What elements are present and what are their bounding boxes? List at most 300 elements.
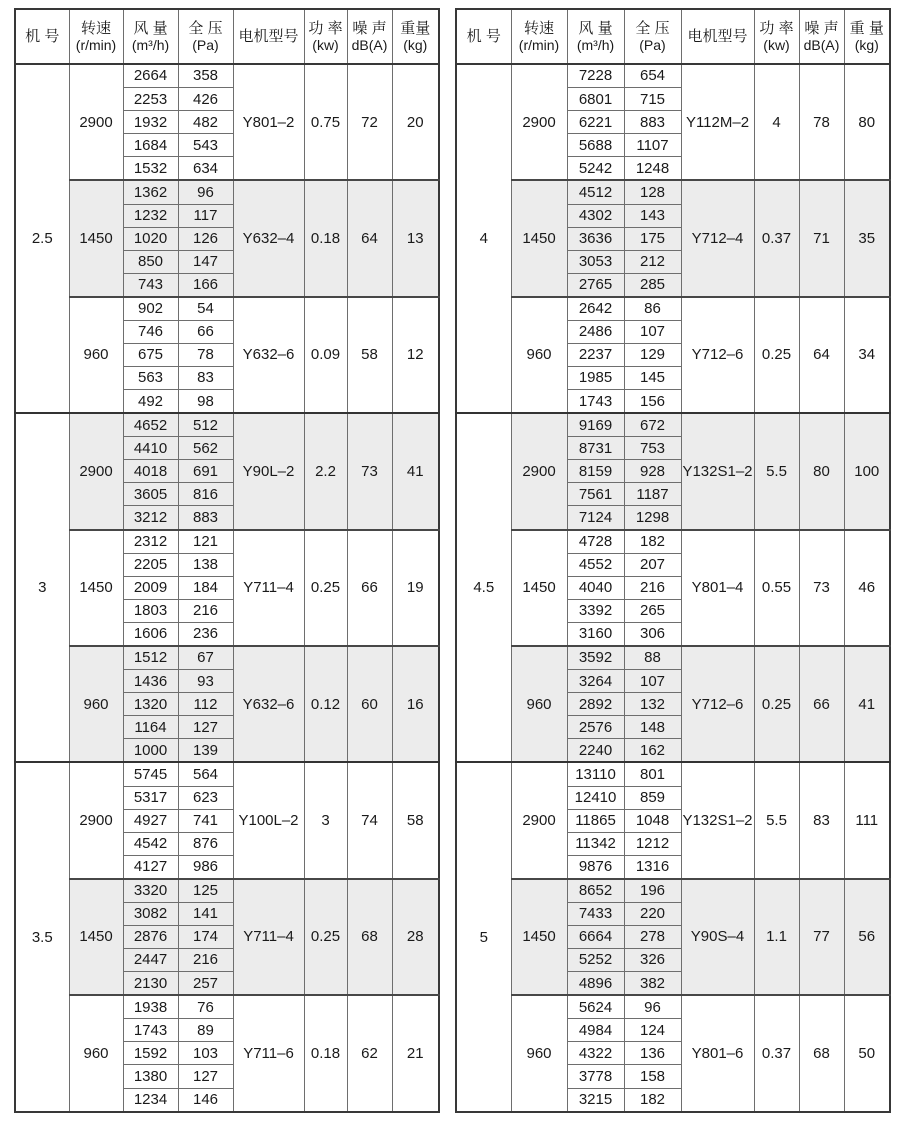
pressure-cell: 216 [178,949,233,972]
pressure-cell: 54 [178,297,233,321]
speed-cell: 1450 [511,180,567,296]
airflow-cell: 1362 [123,180,178,204]
motor-model-cell: Y112M–2 [681,64,754,180]
noise-cell: 58 [347,297,392,413]
col-header-power [304,9,347,64]
pressure-cell: 883 [624,111,681,134]
weight-cell: 80 [844,64,890,180]
pressure-cell: 112 [178,693,233,716]
col-header-weight [844,9,890,64]
airflow-cell: 3212 [123,506,178,530]
motor-model-cell: Y90L–2 [233,413,304,529]
power-cell: 1.1 [754,879,799,995]
airflow-cell: 5624 [567,995,624,1019]
data-row [456,646,890,670]
col-header-motor [681,9,754,64]
col-header-unit: dB(A) [803,37,840,54]
speed-cell: 1450 [69,530,123,646]
airflow-cell: 3082 [123,903,178,926]
pressure-cell: 859 [624,786,681,809]
weight-cell: 13 [392,180,439,296]
pressure-cell: 121 [178,530,233,554]
speed-cell: 960 [69,995,123,1112]
col-header-title: 全 压 [635,19,670,37]
machine-number-cell: 2.5 [15,64,69,413]
col-header-pressure [178,9,233,64]
weight-cell: 12 [392,297,439,413]
pressure-cell: 196 [624,879,681,903]
pressure-cell: 564 [178,762,233,786]
pressure-cell: 212 [624,250,681,273]
data-row [15,762,439,786]
pressure-cell: 801 [624,762,681,786]
airflow-cell: 743 [123,273,178,297]
airflow-cell: 9169 [567,413,624,437]
pressure-cell: 207 [624,553,681,576]
col-header-noise [799,9,844,64]
pressure-cell: 145 [624,367,681,390]
airflow-cell: 2576 [567,716,624,739]
airflow-cell: 4018 [123,460,178,483]
airflow-cell: 1000 [123,739,178,763]
speed-cell: 2900 [511,413,567,529]
airflow-cell: 6801 [567,88,624,111]
machine-number-cell: 3.5 [15,762,69,1112]
pressure-cell: 876 [178,832,233,855]
weight-cell: 58 [392,762,439,878]
airflow-cell: 1164 [123,716,178,739]
airflow-cell: 6221 [567,111,624,134]
airflow-cell: 8731 [567,437,624,460]
pressure-cell: 691 [178,460,233,483]
airflow-cell: 4322 [567,1042,624,1065]
pressure-cell: 220 [624,903,681,926]
col-header-title: 电机型号 [238,27,299,45]
airflow-cell: 2205 [123,553,178,576]
airflow-cell: 8159 [567,460,624,483]
pressure-cell: 1212 [624,832,681,855]
col-header-title: 功 率 [759,19,794,37]
pressure-cell: 216 [178,599,233,622]
noise-cell: 64 [799,297,844,413]
airflow-cell: 3636 [567,227,624,250]
col-header-title: 转速 [523,19,554,37]
pressure-cell: 672 [624,413,681,437]
power-cell: 0.25 [304,879,347,995]
airflow-cell: 4728 [567,530,624,554]
pressure-cell: 107 [624,670,681,693]
airflow-cell: 4984 [567,1019,624,1042]
pressure-cell: 78 [178,344,233,367]
airflow-cell: 2876 [123,926,178,949]
weight-cell: 111 [844,762,890,878]
speed-cell: 2900 [69,64,123,180]
pressure-cell: 162 [624,739,681,763]
data-row [15,646,439,670]
noise-cell: 73 [799,530,844,646]
airflow-cell: 902 [123,297,178,321]
airflow-cell: 2642 [567,297,624,321]
pressure-cell: 127 [178,1065,233,1088]
pressure-cell: 623 [178,786,233,809]
airflow-cell: 4302 [567,204,624,227]
airflow-cell: 563 [123,367,178,390]
col-header-unit: (Pa) [639,37,666,54]
power-cell: 0.09 [304,297,347,413]
weight-cell: 50 [844,995,890,1112]
header-row [15,9,439,64]
speed-cell: 2900 [69,413,123,529]
col-header-unit: (m³/h) [131,37,170,54]
speed-cell: 1450 [511,530,567,646]
airflow-cell: 3392 [567,599,624,622]
pressure-cell: 86 [624,297,681,321]
airflow-cell: 2009 [123,576,178,599]
airflow-cell: 13110 [567,762,624,786]
col-header-unit: (Pa) [192,37,219,54]
pressure-cell: 816 [178,483,233,506]
speed-cell: 960 [69,297,123,413]
col-header-unit: (r/min) [75,37,117,54]
pressure-cell: 88 [624,646,681,670]
col-header-title: 转速 [80,19,111,37]
airflow-cell: 5688 [567,134,624,157]
weight-cell: 41 [844,646,890,762]
pressure-cell: 928 [624,460,681,483]
pressure-cell: 182 [624,1088,681,1112]
motor-model-cell: Y712–4 [681,180,754,296]
airflow-cell: 4652 [123,413,178,437]
airflow-cell: 1743 [567,390,624,414]
airflow-cell: 6664 [567,926,624,949]
noise-cell: 78 [799,64,844,180]
col-header-title: 风 量 [133,19,168,37]
pressure-cell: 1316 [624,855,681,879]
speed-cell: 2900 [511,64,567,180]
col-header-unit: (kw) [763,37,790,54]
pressure-cell: 715 [624,88,681,111]
pressure-cell: 138 [178,553,233,576]
pressure-cell: 306 [624,622,681,646]
airflow-cell: 2130 [123,972,178,996]
col-header-title: 重 量 [849,19,884,37]
airflow-cell: 850 [123,250,178,273]
airflow-cell: 1985 [567,367,624,390]
pressure-cell: 117 [178,204,233,227]
noise-cell: 73 [347,413,392,529]
data-row [456,64,890,88]
speed-cell: 960 [511,995,567,1112]
airflow-cell: 1020 [123,227,178,250]
airflow-cell: 3053 [567,250,624,273]
pressure-cell: 257 [178,972,233,996]
pressure-cell: 125 [178,879,233,903]
pressure-cell: 986 [178,855,233,879]
airflow-cell: 3320 [123,879,178,903]
weight-cell: 20 [392,64,439,180]
col-header-machine [15,9,69,64]
fan-spec-table-right [455,8,891,1113]
airflow-cell: 2240 [567,739,624,763]
power-cell: 2.2 [304,413,347,529]
pressure-cell: 139 [178,739,233,763]
pressure-cell: 127 [178,716,233,739]
pressure-cell: 141 [178,903,233,926]
col-header-unit: (r/min) [518,37,560,54]
airflow-cell: 1932 [123,111,178,134]
airflow-cell: 746 [123,320,178,343]
noise-cell: 77 [799,879,844,995]
speed-cell: 1450 [69,180,123,296]
airflow-cell: 2253 [123,88,178,111]
col-header-speed [69,9,123,64]
weight-cell: 21 [392,995,439,1112]
airflow-cell: 12410 [567,786,624,809]
data-row [456,530,890,554]
power-cell: 0.25 [304,530,347,646]
weight-cell: 19 [392,530,439,646]
pressure-cell: 426 [178,88,233,111]
airflow-cell: 1532 [123,157,178,181]
pressure-cell: 146 [178,1088,233,1112]
airflow-cell: 5252 [567,949,624,972]
col-header-unit: (m³/h) [576,37,615,54]
pressure-cell: 326 [624,949,681,972]
pressure-cell: 83 [178,367,233,390]
weight-cell: 35 [844,180,890,296]
pressure-cell: 89 [178,1019,233,1042]
motor-model-cell: Y712–6 [681,297,754,413]
pressure-cell: 654 [624,64,681,88]
airflow-cell: 3160 [567,622,624,646]
pressure-cell: 278 [624,926,681,949]
pressure-cell: 148 [624,716,681,739]
airflow-cell: 1232 [123,204,178,227]
airflow-cell: 2237 [567,344,624,367]
airflow-cell: 1234 [123,1088,178,1112]
airflow-cell: 7433 [567,903,624,926]
pressure-cell: 66 [178,320,233,343]
data-row [456,995,890,1019]
pressure-cell: 512 [178,413,233,437]
motor-model-cell: Y801–2 [233,64,304,180]
col-header-noise [347,9,392,64]
noise-cell: 83 [799,762,844,878]
noise-cell: 64 [347,180,392,296]
noise-cell: 71 [799,180,844,296]
airflow-cell: 3215 [567,1088,624,1112]
weight-cell: 16 [392,646,439,762]
noise-cell: 66 [799,646,844,762]
airflow-cell: 5745 [123,762,178,786]
power-cell: 0.75 [304,64,347,180]
airflow-cell: 1380 [123,1065,178,1088]
weight-cell: 46 [844,530,890,646]
pressure-cell: 129 [624,344,681,367]
col-header-airflow [567,9,624,64]
pressure-cell: 103 [178,1042,233,1065]
airflow-cell: 1592 [123,1042,178,1065]
machine-number-cell: 3 [15,413,69,762]
airflow-cell: 1743 [123,1019,178,1042]
data-row [456,180,890,204]
pressure-cell: 126 [178,227,233,250]
pressure-cell: 285 [624,273,681,297]
motor-model-cell: Y711–6 [233,995,304,1112]
pressure-cell: 1187 [624,483,681,506]
col-header-weight [392,9,439,64]
col-header-unit: (kw) [312,37,339,54]
airflow-cell: 4127 [123,855,178,879]
pressure-cell: 96 [624,995,681,1019]
pressure-cell: 124 [624,1019,681,1042]
pressure-cell: 883 [178,506,233,530]
pressure-cell: 543 [178,134,233,157]
noise-cell: 74 [347,762,392,878]
pressure-cell: 741 [178,809,233,832]
pressure-cell: 156 [624,390,681,414]
data-row [15,413,439,437]
pressure-cell: 132 [624,693,681,716]
col-header-unit: dB(A) [351,37,388,54]
pressure-cell: 236 [178,622,233,646]
col-header-title: 噪 声 [352,19,387,37]
machine-number-cell: 4 [456,64,511,413]
airflow-cell: 1436 [123,670,178,693]
weight-cell: 34 [844,297,890,413]
airflow-cell: 4040 [567,576,624,599]
airflow-cell: 11865 [567,809,624,832]
machine-number-cell: 5 [456,762,511,1112]
airflow-cell: 1320 [123,693,178,716]
airflow-cell: 11342 [567,832,624,855]
motor-model-cell: Y90S–4 [681,879,754,995]
power-cell: 0.25 [754,297,799,413]
motor-model-cell: Y711–4 [233,530,304,646]
power-cell: 0.18 [304,995,347,1112]
airflow-cell: 4896 [567,972,624,996]
pressure-cell: 128 [624,180,681,204]
data-row [456,762,890,786]
pressure-cell: 358 [178,64,233,88]
data-row [15,879,439,903]
airflow-cell: 3778 [567,1065,624,1088]
data-row [456,879,890,903]
pressure-cell: 634 [178,157,233,181]
weight-cell: 28 [392,879,439,995]
col-header-unit: (kg) [854,37,879,54]
airflow-cell: 2486 [567,320,624,343]
col-header-title: 机 号 [25,27,60,45]
airflow-cell: 2447 [123,949,178,972]
header-row [456,9,890,64]
airflow-cell: 3592 [567,646,624,670]
data-row [15,180,439,204]
noise-cell: 66 [347,530,392,646]
weight-cell: 100 [844,413,890,529]
pressure-cell: 158 [624,1065,681,1088]
col-header-speed [511,9,567,64]
motor-model-cell: Y132S1–2 [681,413,754,529]
power-cell: 5.5 [754,762,799,878]
col-header-title: 风 量 [578,19,613,37]
speed-cell: 1450 [511,879,567,995]
pressure-cell: 184 [178,576,233,599]
airflow-cell: 5317 [123,786,178,809]
weight-cell: 56 [844,879,890,995]
power-cell: 3 [304,762,347,878]
noise-cell: 68 [799,995,844,1112]
airflow-cell: 2312 [123,530,178,554]
motor-model-cell: Y801–6 [681,995,754,1112]
airflow-cell: 7561 [567,483,624,506]
speed-cell: 960 [511,646,567,762]
airflow-cell: 1512 [123,646,178,670]
pressure-cell: 136 [624,1042,681,1065]
col-header-machine [456,9,511,64]
pressure-cell: 1107 [624,134,681,157]
power-cell: 0.25 [754,646,799,762]
speed-cell: 960 [69,646,123,762]
col-header-title: 功 率 [308,19,343,37]
noise-cell: 62 [347,995,392,1112]
weight-cell: 41 [392,413,439,529]
pressure-cell: 1048 [624,809,681,832]
pressure-cell: 1298 [624,506,681,530]
data-row [456,413,890,437]
pressure-cell: 175 [624,227,681,250]
col-header-title: 全 压 [188,19,223,37]
machine-number-cell: 4.5 [456,413,511,762]
col-header-power [754,9,799,64]
airflow-cell: 1938 [123,995,178,1019]
fan-spec-table-left [14,8,440,1113]
power-cell: 0.37 [754,995,799,1112]
motor-model-cell: Y711–4 [233,879,304,995]
airflow-cell: 8652 [567,879,624,903]
pressure-cell: 265 [624,599,681,622]
pressure-cell: 76 [178,995,233,1019]
airflow-cell: 4927 [123,809,178,832]
airflow-cell: 4552 [567,553,624,576]
noise-cell: 72 [347,64,392,180]
motor-model-cell: Y632–4 [233,180,304,296]
power-cell: 0.12 [304,646,347,762]
col-header-title: 噪 声 [804,19,839,37]
pressure-cell: 182 [624,530,681,554]
pressure-cell: 482 [178,111,233,134]
data-row [15,530,439,554]
pressure-cell: 562 [178,437,233,460]
pressure-cell: 753 [624,437,681,460]
power-cell: 0.55 [754,530,799,646]
airflow-cell: 1606 [123,622,178,646]
pressure-cell: 96 [178,180,233,204]
airflow-cell: 7228 [567,64,624,88]
airflow-cell: 3264 [567,670,624,693]
power-cell: 5.5 [754,413,799,529]
speed-cell: 1450 [69,879,123,995]
airflow-cell: 492 [123,390,178,414]
pressure-cell: 1248 [624,157,681,181]
airflow-cell: 2765 [567,273,624,297]
pressure-cell: 67 [178,646,233,670]
speed-cell: 2900 [511,762,567,878]
col-header-title: 重量 [400,19,431,37]
data-row [456,297,890,321]
speed-cell: 960 [511,297,567,413]
pressure-cell: 107 [624,320,681,343]
